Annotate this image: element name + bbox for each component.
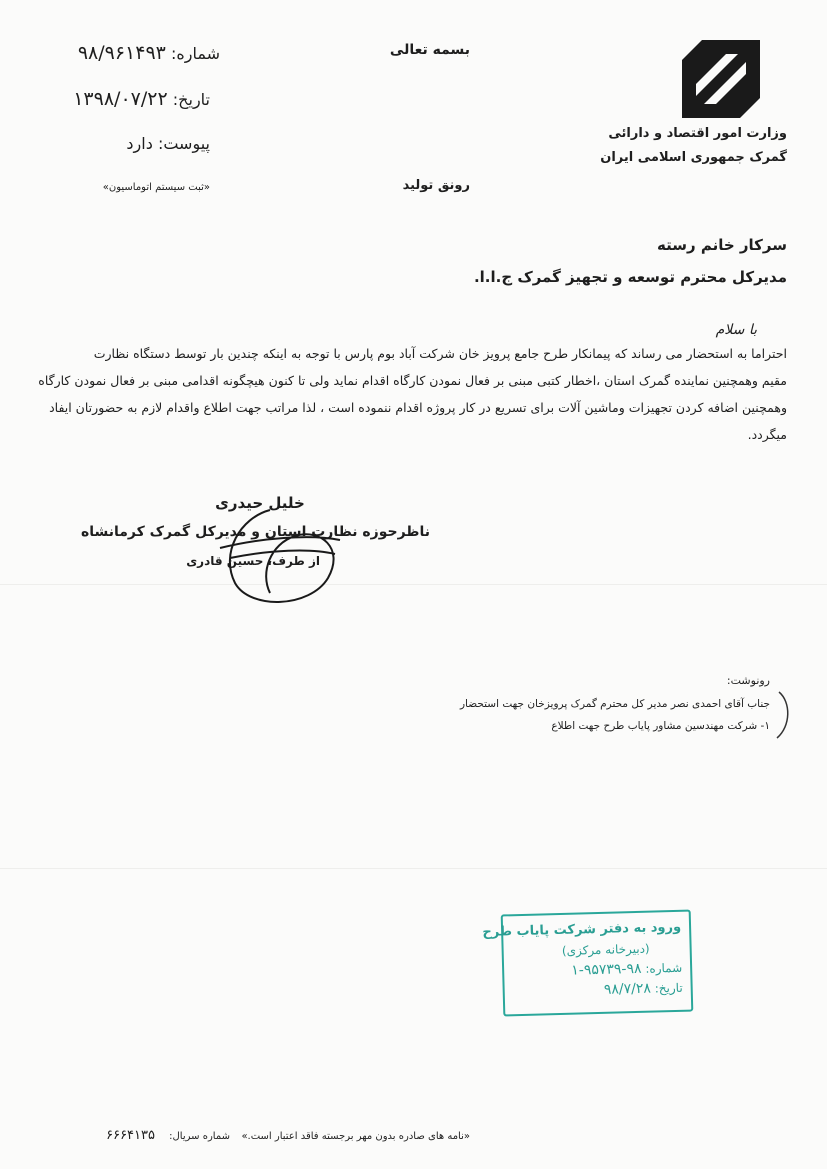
body-line: احتراما به استحضار می رساند که پیمانکار طرح جامع پرویز خان شرکت آباد بوم پارس با توجه به اینکه چندین بار توسط دستگاه نظارت [93,346,787,361]
letter-date [60,88,210,110]
body-line: میگردد. [747,427,787,442]
bracket-mark-icon [775,690,795,740]
attachment-value: دارد [126,134,153,153]
customs-name: گمرک جمهوری اسلامی ایران [600,150,787,165]
bismillah-heading: بسمه تعالی [389,42,470,58]
copies-list [459,693,770,737]
letter-attachment [70,134,210,153]
stamp-date [504,978,690,1003]
letter-number [60,42,220,64]
number-label: شماره: [170,44,220,63]
copy-item: جناب آقای احمدی نصر مدیر کل محترم گمرک پرویزخان جهت استحضار [459,698,770,710]
date-value: ۱۳۹۸/۰۷/۲۲ [73,88,168,110]
handwritten-signature-icon [200,498,350,620]
fold-line [0,868,827,869]
body-line: مقیم وهمچنین نماینده گمرک استان ،اخطار کتبی مبنی بر فعال نمودن کارگاه اقدام نماید ولی تا کنون هیچگونه اقدامی مبنی بر فعال نمودن کارگاه [38,373,787,388]
incoming-stamp [482,910,694,1017]
date-label: تاریخ: [172,90,210,109]
serial-label: شماره سریال: [169,1131,230,1142]
recipient-name: سرکار خانم رسته [657,236,787,254]
ministry-name: وزارت امور اقتصاد و دارائی [608,126,787,141]
copy-item: ۱- شرکت مهندسین مشاور پایاب طرح جهت اطلاع [551,720,770,732]
stamp-subtitle: (دبیرخانه مرکزی) [561,941,650,958]
fold-line [0,584,827,585]
customs-logo-icon [680,38,762,120]
body-line: وهمچنین اضافه کردن تجهیزات وماشین آلات برای تسریع در کار پروژه اقدام ننموده است ، لذا مراتب جهت اطلاع واقدام لازم به حضورتان ایفاد [49,400,787,415]
signer-name: خلیل حیدری [215,494,305,512]
footer-note: «نامه های صادره بدون مهر برجسته فاقد اعتبار است.» [241,1131,470,1142]
attachment-label: پیوست: [157,134,210,153]
serial-value: ۶۶۶۴۱۳۵ [106,1128,155,1143]
letter-body [38,340,787,448]
on-behalf: از طرف، حسین قادری [186,554,320,568]
stamp-number-label: شماره: [645,960,683,976]
stamp-number-value: ۹۸-۹۵۷۳۹-۱ [571,960,642,979]
signer-title: ناظرحوزه نظارت استان و مدیرکل گمرک کرمانشاه [80,524,430,540]
stamp-title: ورود به دفتر شرکت پایاب طرح [482,919,682,940]
greeting: با سلام [715,322,757,338]
recipient-title: مدیرکل محترم توسعه و تجهیز گمرک ج.ا.ا. [473,268,787,286]
automation-note: «ثبت سیستم اتوماسیون» [102,182,210,193]
copies-label: رونوشت: [726,674,770,687]
cc-prefix: رونق تولید [402,178,470,193]
number-value: ۹۸/۹۶۱۴۹۳ [77,42,166,64]
stamp-date-label: تاریخ: [654,980,683,996]
stamp-date-value: ۹۸/۷/۲۸ [603,980,652,998]
